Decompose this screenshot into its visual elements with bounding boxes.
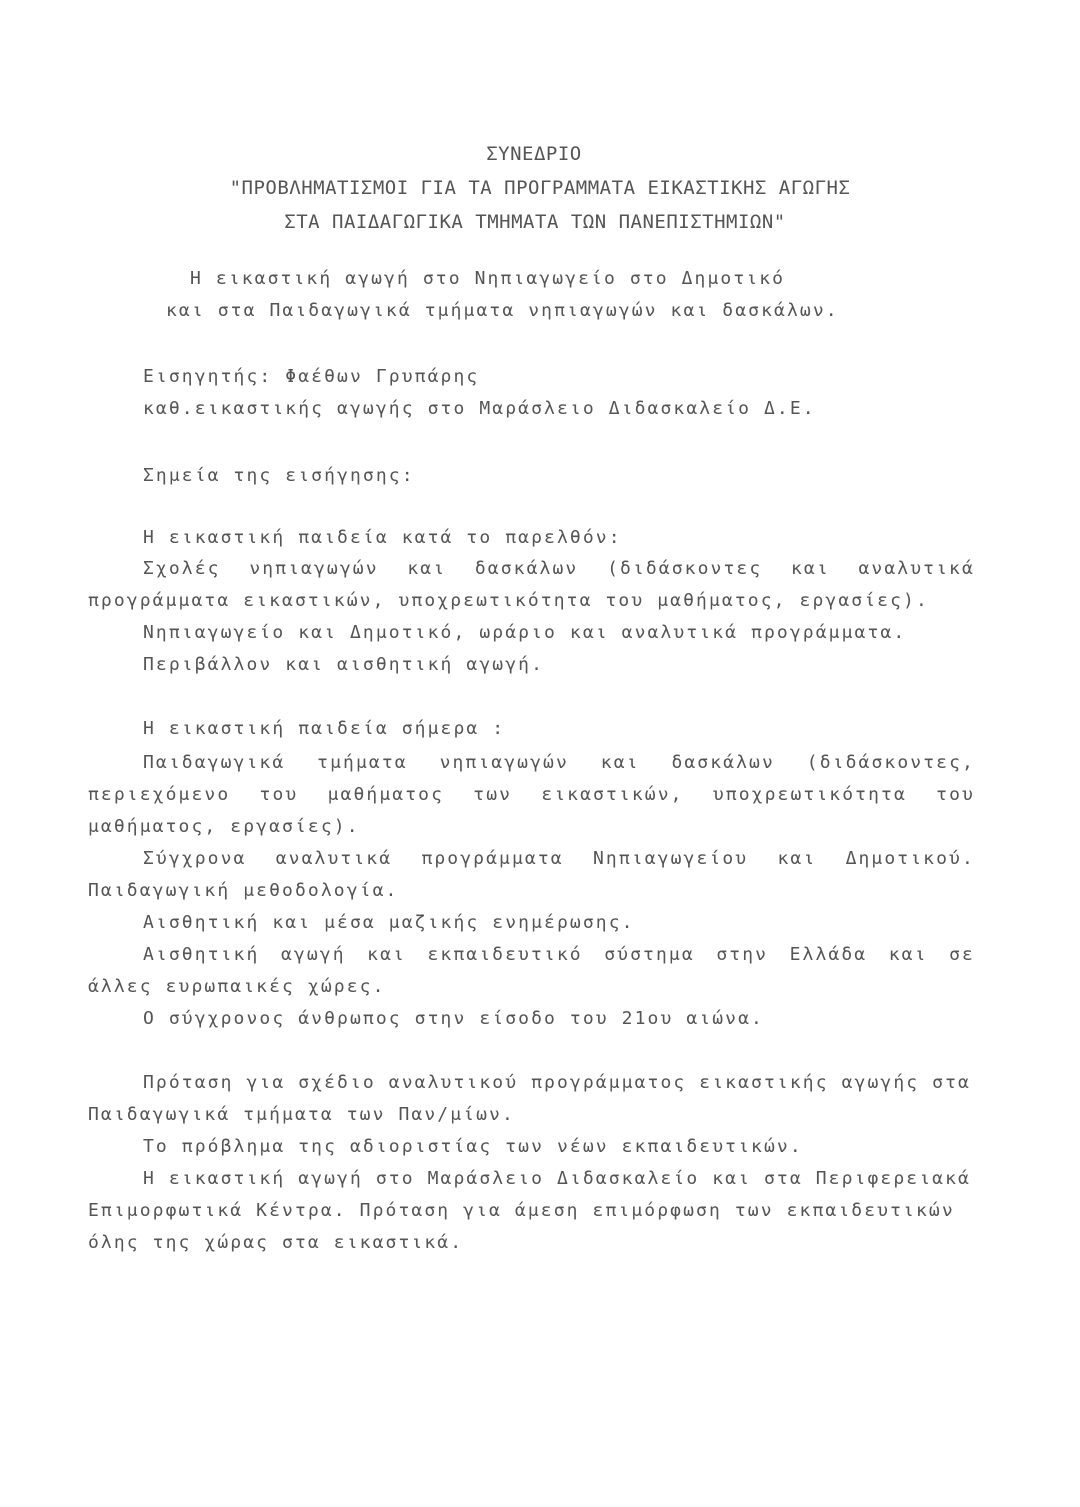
word: και xyxy=(777,848,817,869)
present-line-3: μαθήματος, εργασίες). xyxy=(88,816,360,837)
title-line-1: ΣΥΝΕΔΡΙΟ xyxy=(486,143,582,165)
word: υποχρεωτικότητα xyxy=(712,784,907,805)
present-line-2 xyxy=(88,784,975,806)
word: και xyxy=(367,944,406,965)
past-line-4: Περιβάλλον και αισθητική αγωγή. xyxy=(143,654,545,675)
present-line-7 xyxy=(143,944,975,966)
word: και xyxy=(407,558,447,579)
word: δασκάλων xyxy=(671,752,775,773)
title-line-2: "ΠΡΟΒΛΗΜΑΤΙΣΜΟΙ ΓΙΑ ΤΑ ΠΡΟΓΡΑΜΜΑΤΑ ΕΙΚΑΣΤΙΚΗΣ ΑΓΩΓΗΣ xyxy=(229,177,851,199)
word: σε xyxy=(949,944,975,965)
present-line-8: άλλες ευρωπαικές χώρες. xyxy=(88,976,386,997)
word: σύστημα xyxy=(604,944,695,965)
word: αναλυτικά xyxy=(858,558,975,579)
word: νηπιαγωγών xyxy=(249,558,379,579)
proposal-line-4: Η εικαστική αγωγή στο Μαράσλειο Διδασκαλείο και στα Περιφερειακά xyxy=(143,1168,971,1189)
word: των xyxy=(473,784,513,805)
word: αναλυτικά xyxy=(275,848,393,869)
word: και xyxy=(888,944,928,965)
past-line-2: προγράμματα εικαστικών, υποχρεωτικότητα του μαθήματος, εργασίες). xyxy=(88,590,929,611)
word: αγωγή xyxy=(280,944,346,965)
present-line-6: Αισθητική και μέσα μαζικής ενημέρωσης. xyxy=(143,912,635,933)
word: και xyxy=(600,752,640,773)
word: Σύγχρονα xyxy=(143,848,247,869)
speaker-affiliation: καθ.εικαστικής αγωγής στο Μαράσλειο Διδασκαλείο Δ.Ε. xyxy=(143,398,816,419)
title-line-3: ΣΤΑ ΠΑΙΔΑΓΩΓΙΚΑ ΤΜΗΜΑΤΑ ΤΩΝ ΠΑΝΕΠΙΣΤΗΜΙΩΝ" xyxy=(284,211,786,233)
word: (διδάσκοντες, xyxy=(806,752,975,773)
proposal-line-3: Το πρόβλημα της αδιοριστίας των νέων εκπαιδευτικών. xyxy=(143,1136,803,1157)
word: τμήματα xyxy=(317,752,408,773)
present-line-9: Ο σύγχρονος άνθρωπος στην είσοδο του 21ου αιώνα. xyxy=(143,1008,764,1029)
word: Ελλάδα xyxy=(789,944,868,965)
word: δασκάλων xyxy=(474,558,579,579)
word: στην xyxy=(716,944,769,965)
word: Δημοτικού. xyxy=(845,848,975,869)
past-heading: Η εικαστική παιδεία κατά το παρελθόν: xyxy=(143,527,622,548)
present-line-4 xyxy=(143,848,975,870)
word: περιεχόμενο xyxy=(88,784,231,805)
word: του xyxy=(259,784,299,805)
past-line-3: Νηπιαγωγείο και Δημοτικό, ωράριο και αναλυτικά προγράμματα. xyxy=(143,622,907,643)
subtitle-line-1: Η εικαστική αγωγή στο Νηπιαγωγείο στο Δημοτικό xyxy=(190,268,786,289)
present-line-5: Παιδαγωγική μεθοδολογία. xyxy=(88,880,399,901)
word: προγράμματα xyxy=(421,848,564,869)
past-line-1 xyxy=(143,558,975,580)
present-line-1 xyxy=(143,752,975,774)
proposal-line-6: όλης της χώρας στα εικαστικά. xyxy=(88,1232,464,1253)
word: και xyxy=(791,558,830,579)
speaker-name: Εισηγητής: Φαέθων Γρυπάρης xyxy=(143,366,480,387)
present-heading: Η εικαστική παιδεία σήμερα : xyxy=(143,718,506,739)
subtitle-line-2: και στα Παιδαγωγικά τμήματα νηπιαγωγών και δασκάλων. xyxy=(166,300,839,321)
word: (διδάσκοντες xyxy=(607,558,763,579)
word: εικαστικών, xyxy=(541,784,684,805)
proposal-line-2: Παιδαγωγικά τμήματα των Παν/μίων. xyxy=(88,1104,515,1125)
points-heading: Σημεία της εισήγησης: xyxy=(143,465,415,486)
word: Αισθητική xyxy=(143,944,260,965)
word: Νηπιαγωγείου xyxy=(593,848,749,869)
word: του xyxy=(936,784,975,805)
word: Σχολές xyxy=(143,558,221,579)
proposal-line-5: Επιμορφωτικά Κέντρα. Πρόταση για άμεση επιμόρφωση των εκπαιδευτικών xyxy=(88,1200,955,1221)
word: Παιδαγωγικά xyxy=(143,752,286,773)
word: νηπιαγωγών xyxy=(439,752,569,773)
proposal-line-1: Πρόταση για σχέδιο αναλυτικού προγράμματος εικαστικής αγωγής στα xyxy=(143,1072,971,1093)
word: μαθήματος xyxy=(327,784,445,805)
word: εκπαιδευτικό xyxy=(427,944,583,965)
conference-title xyxy=(0,137,1080,239)
